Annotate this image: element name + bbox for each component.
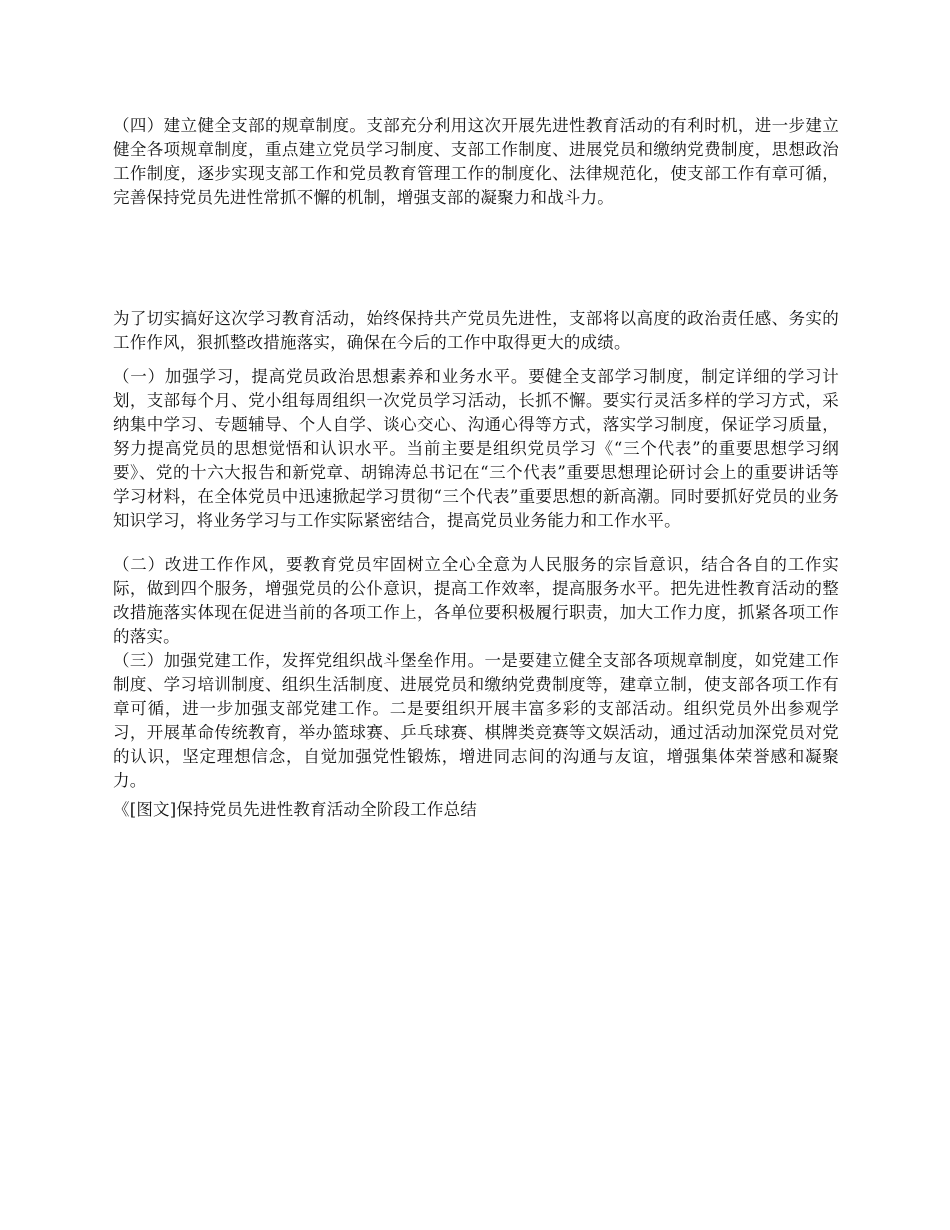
document-title-line: 《[图文]保持党员先进性教育活动全阶段工作总结 xyxy=(113,800,477,819)
paragraph-intro-commitment: 为了切实搞好这次学习教育活动，始终保持共产党员先进性，支部将以高度的政治责任感、务实的工作作风，狠抓整改措施落实，确保在今后的工作中取得更大的成绩。 xyxy=(113,309,839,352)
paragraph-four-regulations: （四）建立健全支部的规章制度。支部充分利用这次开展先进性教育活动的有利时机，进一步建立健全各项规章制度，重点建立党员学习制度、支部工作制度、进展党员和缴纳党费制度，思想政治工作制度，逐步实现支部工作和党员教育管理工作的制度化、法律规范化，使支部工作有章可循，完善保持党员先进性常抓不懈的机制，增强支部的凝聚力和战斗力。 xyxy=(113,116,839,207)
paragraph-one-study: （一）加强学习，提高党员政治思想素养和业务水平。要健全支部学习制度，制定详细的学习计划，支部每个月、党小组每周组织一次党员学习活动，长抓不懈。要实行灵活多样的学习方式，采纳集中学习、专题辅导、个人自学、谈心交心、沟通心得等方式，落实学习制度，保证学习质量，努力提高党员的思想觉悟和认识水平。当前主要是组织党员学习《“三个代表”的重要思想学习纲要》、党的十六大报告和新党章、胡锦涛总书记在“三个代表”重要思想理论研讨会上的重要讲话等学习材料，在全体党员中迅速掀起学习贯彻“三个代表”重要思想的新高潮。同时要抓好党员的业务知识学习，将业务学习与工作实际紧密结合，提高党员业务能力和工作水平。 xyxy=(113,367,839,530)
paragraph-three-party-building: （三）加强党建工作，发挥党组织战斗堡垒作用。一是要建立健全支部各项规章制度，如党建工作制度、学习培训制度、组织生活制度、进展党员和缴纳党费制度等，建章立制，使支部各项工作有章可循，进一步加强支部党建工作。二是要组织开展丰富多彩的支部活动。组织党员外出参观学习，开展革命传统教育，举办篮球赛、乒乓球赛、棋牌类竞赛等文娱活动，通过活动加深党员对党的认识，坚定理想信念，自觉加强党性锻炼，增进同志间的沟通与友谊，增强集体荣誉感和凝聚力。 xyxy=(113,651,839,790)
paragraph-two-work-style: （二）改进工作作风，要教育党员牢固树立全心全意为人民服务的宗旨意识，结合各自的工作实际，做到四个服务，增强党员的公仆意识，提高工作效率，提高服务水平。把先进性教育活动的整改措施落实体现在促进当前的各项工作上，各单位要积极履行职责，加大工作力度，抓紧各项工作的落实。 xyxy=(113,555,839,646)
